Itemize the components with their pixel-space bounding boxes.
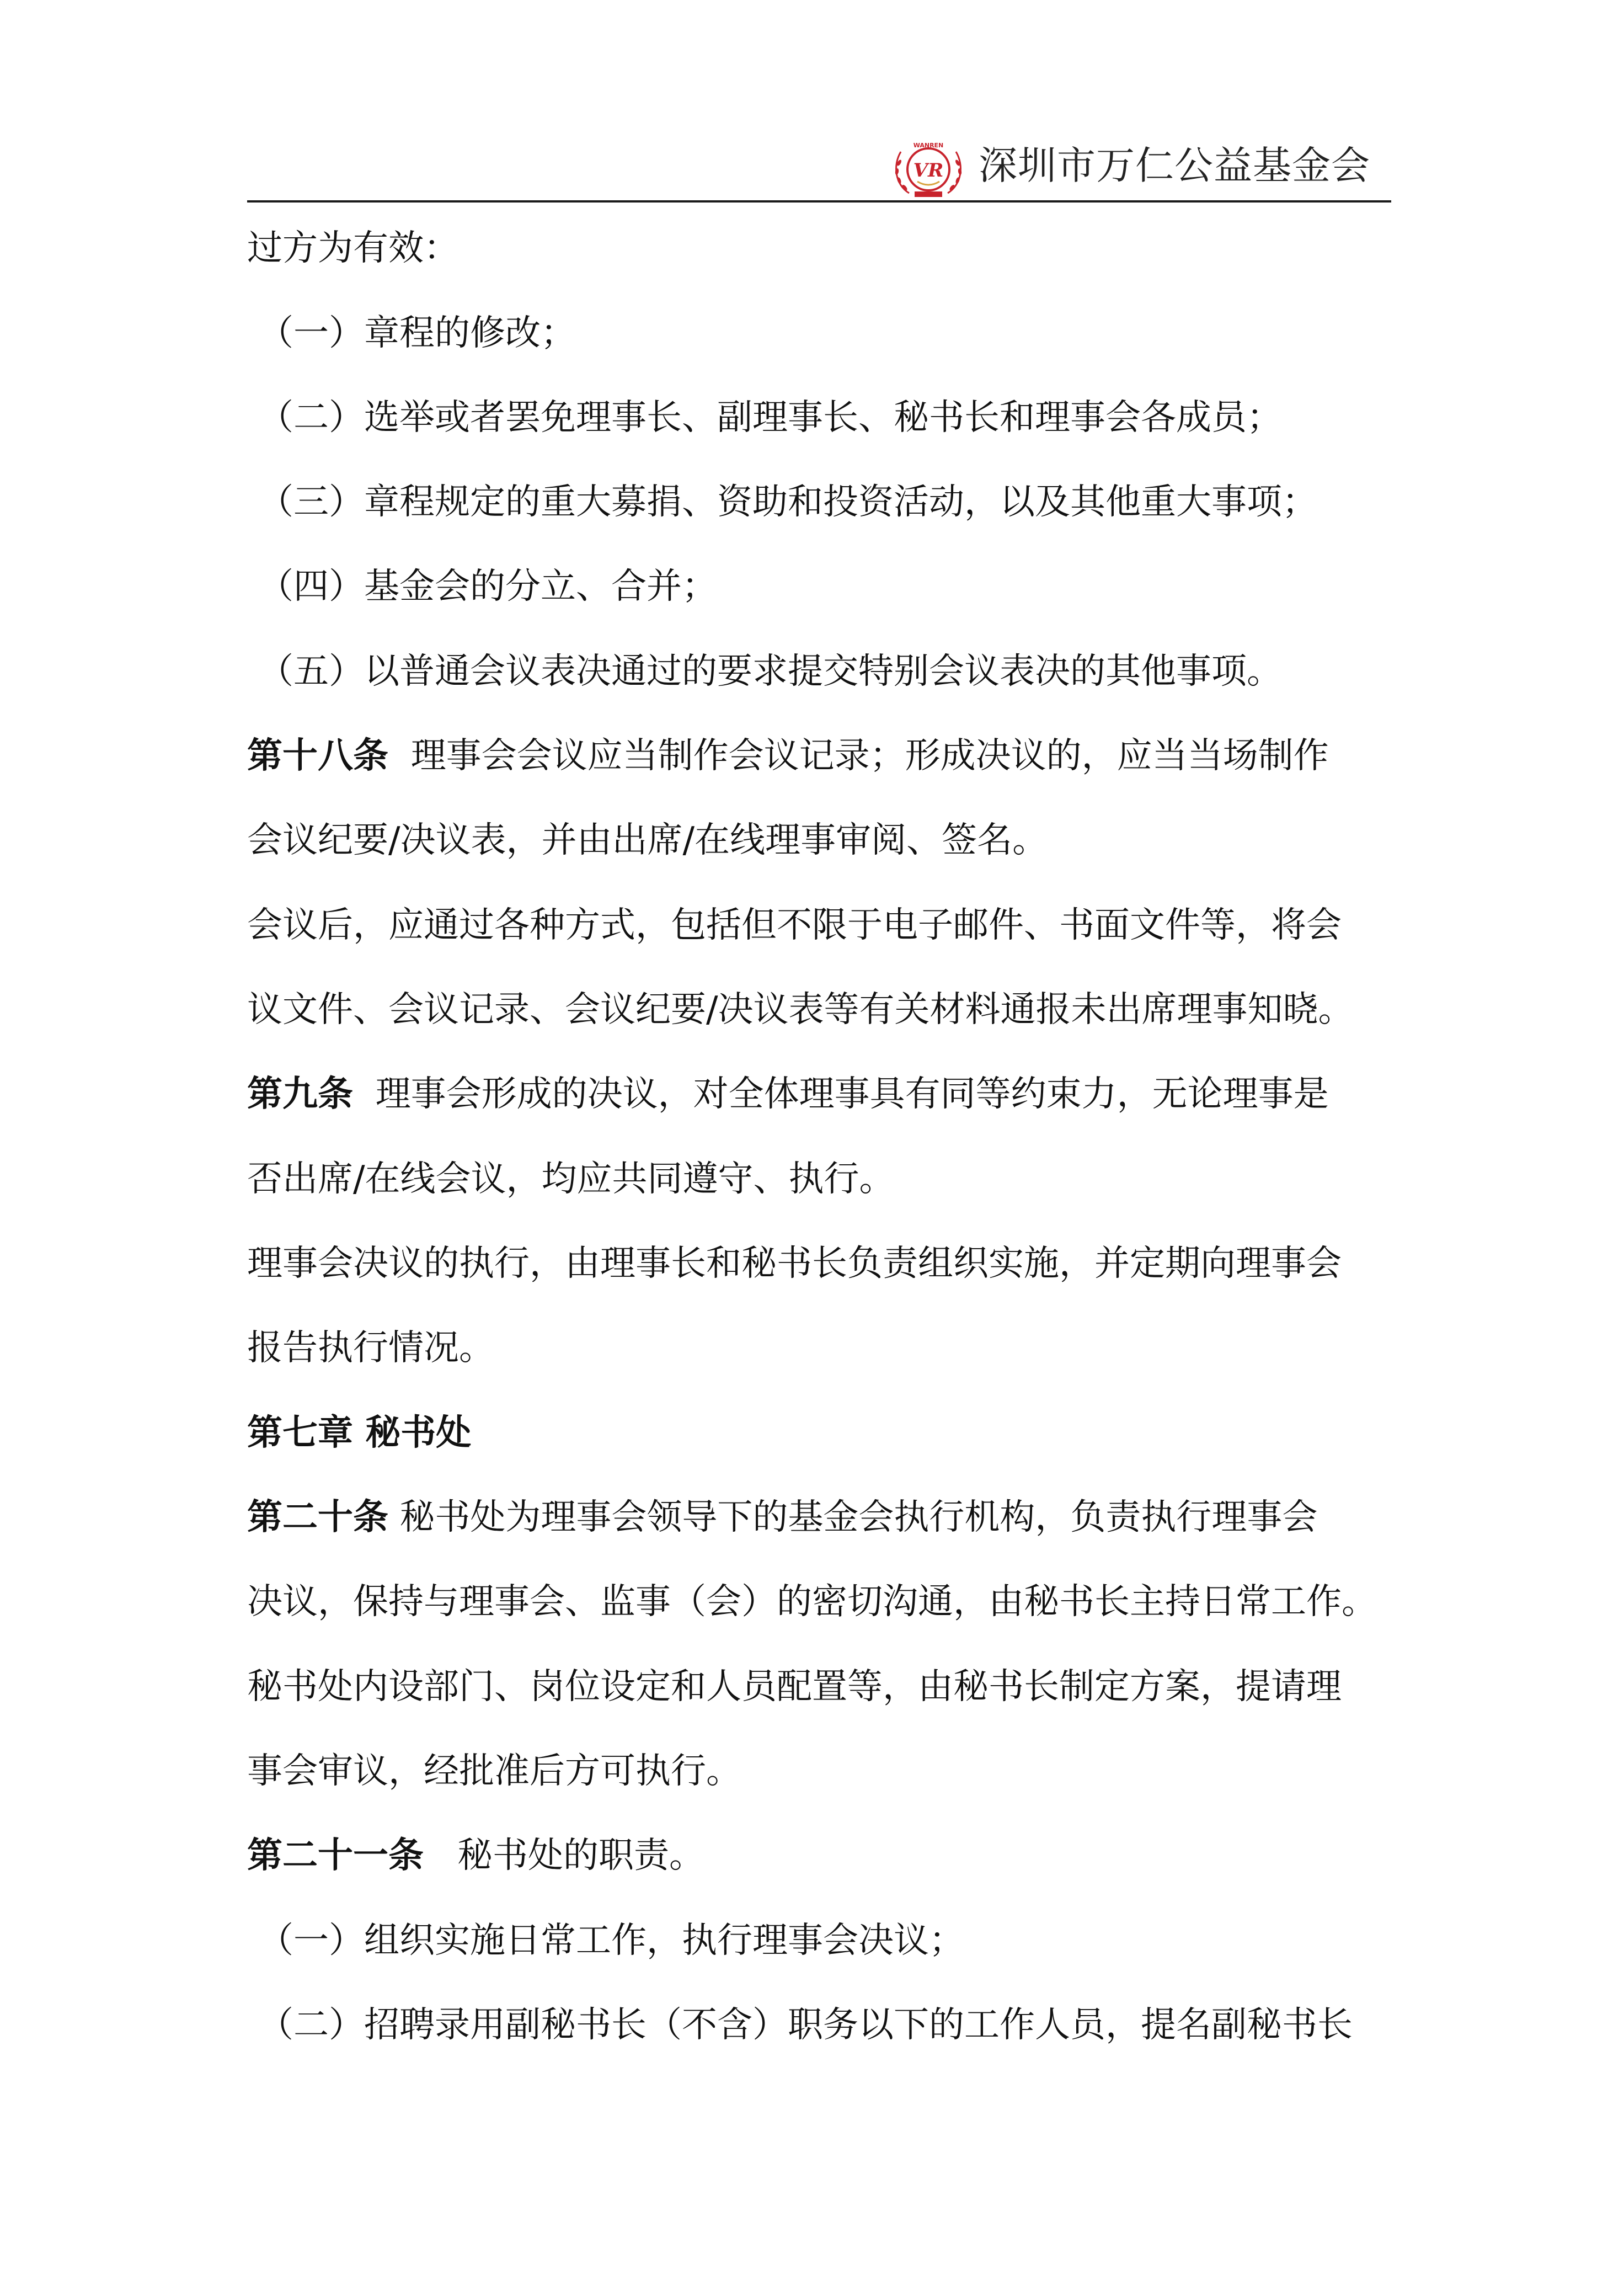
article-text: 理事会会议应当制作会议记录；形成决议的，应当当场制作: [388, 736, 1329, 776]
article-number: 第二十一条: [247, 1835, 424, 1876]
page-header: [247, 127, 1391, 199]
article-number: 第十八条: [247, 736, 388, 776]
body-line: 事会审议，经批准后方可执行。: [247, 1751, 741, 1792]
body-line: （二）选举或者罢免理事长、副理事长、秘书长和理事会各成员；: [258, 397, 1282, 438]
logo-monogram: VR: [913, 159, 944, 182]
article-line: [247, 1834, 704, 1878]
article-line: [247, 1495, 1317, 1539]
logo-arc-text: WANREN: [913, 142, 944, 149]
article-text: 理事会形成的决议，对全体理事具有同等约束力，无论理事是: [353, 1074, 1329, 1115]
chapter-heading: 第七章 秘书处: [247, 1413, 472, 1453]
body-line: 会议纪要/决议表，并由出席/在线理事审阅、签名。: [247, 820, 1048, 861]
foundation-logo: [887, 135, 970, 201]
article-line: [247, 1072, 1329, 1116]
body-line: 过方为有效：: [247, 228, 459, 269]
body-line: （五）以普通会议表决通过的要求提交特别会议表决的其他事项。: [258, 651, 1282, 692]
body-line: 秘书处内设部门、岗位设定和人员配置等，由秘书长制定方案，提请理: [247, 1666, 1342, 1707]
body-line: （四）基金会的分立、合并；: [258, 566, 717, 607]
body-line: （一）章程的修改；: [258, 313, 576, 354]
body-line: 决议，保持与理事会、监事（会）的密切沟通，由秘书长主持日常工作。: [247, 1581, 1377, 1622]
article-number: 第九条: [247, 1074, 353, 1115]
article-number: 第二十条: [247, 1497, 388, 1538]
body-line: （一）组织实施日常工作，执行理事会决议；: [258, 1920, 964, 1961]
body-line: 会议后，应通过各种方式，包括但不限于电子邮件、书面文件等，将会: [247, 905, 1342, 946]
article-text: 秘书处为理事会领导下的基金会执行机构，负责执行理事会: [388, 1497, 1318, 1538]
body-line: （三）章程规定的重大募捐、资助和投资活动，以及其他重大事项；: [258, 482, 1317, 523]
article-line: [247, 734, 1329, 778]
body-line: 理事会决议的执行，由理事长和秘书长负责组织实施，并定期向理事会: [247, 1243, 1342, 1284]
organization-name: 深圳市万仁公益基金会: [979, 143, 1370, 188]
body-line: 否出席/在线会议，均应共同遵守、执行。: [247, 1159, 895, 1200]
body-line: 报告执行情况。: [247, 1328, 494, 1368]
article-text: 秘书处的职责。: [424, 1835, 705, 1876]
body-line: 议文件、会议记录、会议纪要/决议表等有关材料通报未出席理事知晓。: [247, 989, 1354, 1030]
header-divider: [247, 200, 1391, 203]
body-line: （二）招聘录用副秘书长（不含）职务以下的工作人员，提名副秘书长: [258, 2005, 1353, 2045]
